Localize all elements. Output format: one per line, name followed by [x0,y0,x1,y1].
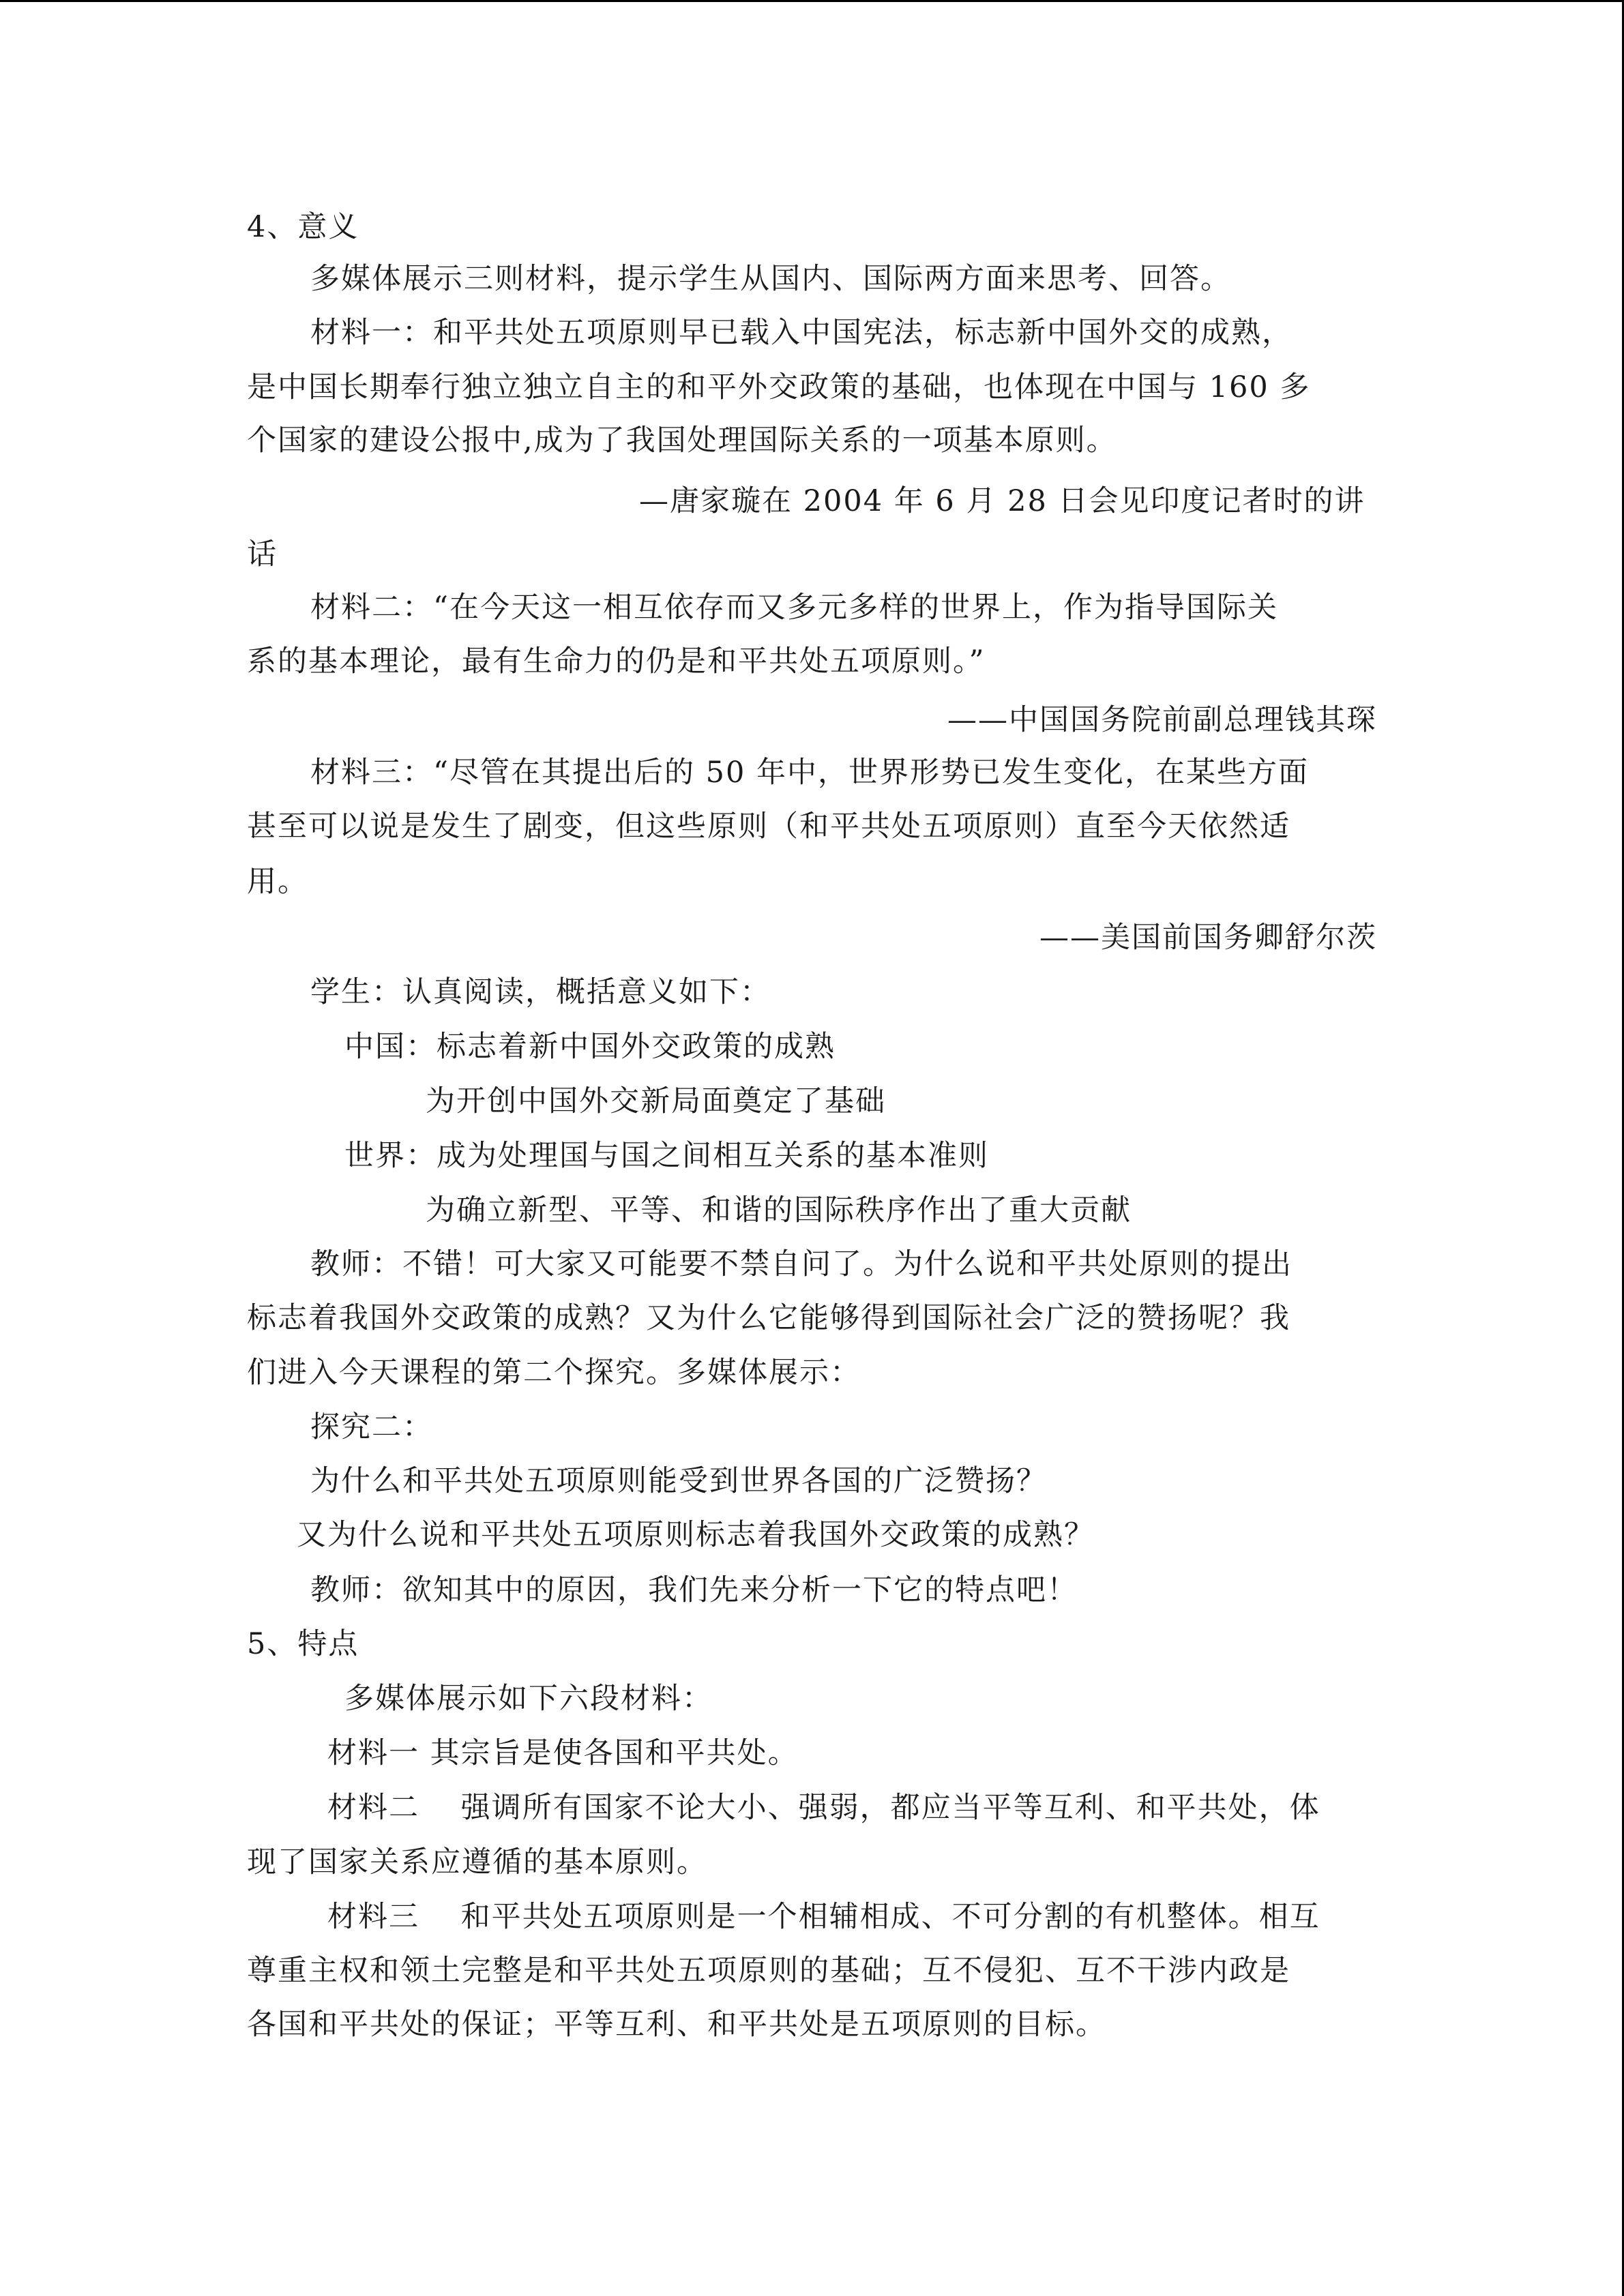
summary-line: 世界：成为处理国与国之间相互关系的基本准则 [344,1139,989,1173]
summary-line: 为确立新型、平等、和谐的国际秩序作出了重大贡献 [426,1193,1132,1227]
paragraph-line: 系的基本理论，最有生命力的仍是和平共处五项原则。” [247,644,986,679]
citation-line: ——中国国务院前副总理钱其琛 [947,703,1377,737]
citation-line: —唐家璇在 2004 年 6 月 28 日会见印度记者时的讲 [639,484,1365,518]
paragraph-line: 教师：不错！可大家又可能要不禁自问了。为什么说和平共处原则的提出 [310,1247,1293,1281]
paragraph-line: 材料三：“尽管在其提出后的 50 年中，世界形势已发生变化，在某些方面 [310,756,1310,790]
inquiry-label: 探究二： [310,1410,433,1444]
paragraph-line: 教师：欲知其中的原因，我们先来分析一下它的特点吧！ [310,1573,1078,1607]
paragraph-line: 现了国家关系应遵循的基本原则。 [247,1845,707,1879]
paragraph-line: 个国家的建设公报中,成为了我国处理国际关系的一项基本原则。 [247,423,1117,458]
paragraph-line: 尊重主权和领土完整是和平共处五项原则的基础；互不侵犯、互不干涉内政是 [247,1954,1290,1988]
summary-line: 为开创中国外交新局面奠定了基础 [426,1084,886,1118]
section-heading-features: 5、特点 [247,1627,359,1661]
inquiry-question: 为什么和平共处五项原则能受到世界各国的广泛赞扬？ [310,1464,1047,1498]
paragraph-line: 材料二 强调所有国家不论大小、强弱，都应当平等互利、和平共处，体 [327,1791,1320,1825]
paragraph-line: 标志着我国外交政策的成熟？又为什么它能够得到国际社会广泛的赞扬呢？我 [247,1301,1290,1335]
summary-line: 中国：标志着新中国外交政策的成熟 [344,1030,836,1064]
paragraph-line: 用。 [247,865,308,899]
inquiry-question: 又为什么说和平共处五项原则标志着我国外交政策的成熟？ [297,1518,1095,1552]
paragraph-line: 甚至可以说是发生了剧变，但这些原则（和平共处五项原则）直至今天依然适 [247,809,1290,844]
paragraph-line: 材料二：“在今天这一相互依存而又多元多样的世界上，作为指导国际关 [310,591,1278,625]
citation-line: ——美国前国务卿舒尔茨 [1039,921,1377,955]
paragraph-line: 材料一：和平共处五项原则早已载入中国宪法，标志新中国外交的成熟， [310,316,1293,350]
paragraph-line: 材料一 其宗旨是使各国和平共处。 [327,1736,799,1770]
citation-line: 话 [247,537,278,571]
paragraph-line: 是中国长期奉行独立独立自主的和平外交政策的基础，也体现在中国与 160 多 [247,370,1311,404]
paragraph-line: 们进入今天课程的第二个探究。多媒体展示： [247,1356,861,1390]
paragraph-line: 多媒体展示三则材料，提示学生从国内、国际两方面来思考、回答。 [310,262,1231,296]
paragraph-line: 各国和平共处的保证；平等互利、和平共处是五项原则的目标。 [247,2008,1106,2042]
paragraph-line: 学生：认真阅读，概括意义如下： [310,975,771,1009]
paragraph-line: 多媒体展示如下六段材料： [344,1682,713,1716]
section-heading-significance: 4、意义 [247,210,359,244]
paragraph-line: 材料三 和平共处五项原则是一个相辅相成、不可分割的有机整体。相互 [327,1900,1320,1934]
